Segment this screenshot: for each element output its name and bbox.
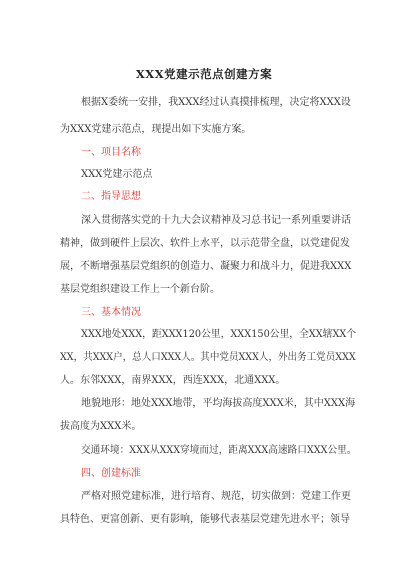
guiding-paragraph-line-3: 展，不断增强基层党组织的创造力、凝聚力和战斗力，促进我XXX [60,261,352,272]
guiding-paragraph-line-1: 深入贯彻落实党的十九大会议精神及习总书记一系列重要讲话 [81,215,351,226]
guiding-paragraph-line-4: 基层党组织建设工作上一个新台阶。 [60,284,220,295]
intro-paragraph-line-2: 为XXX党建示范点，现提出如下实施方案。 [60,124,252,135]
section-heading-creation-standard: 四、创建标准 [81,468,141,479]
terrain-paragraph-line-1: 地貌地形：地处XXX地带，平均海拔高度XXX米，其中XXX海 [81,398,356,409]
document-title: XXX党建示范点创建方案 [135,67,273,81]
standard-paragraph-line-1: 严格对照党建标准，进行培育、规范，切实做到：党建工作更 [81,491,351,502]
basic-paragraph-line-3: 人。东邻XXX，南界XXX，西连XXX，北通XXX。 [60,375,286,386]
traffic-paragraph: 交通环境：XXX从XXX穿境而过，距离XXX高速路口XXX公里。 [81,445,357,456]
section-heading-guiding-ideology: 二、指导思想 [81,191,141,202]
section-heading-project-name: 一、项目名称 [81,147,141,158]
intro-paragraph-line-1: 根据X委统一安排，我XXX经过认真摸排梳理，决定将XXX设 [81,97,351,108]
guiding-paragraph-line-2: 精神，做到硬件上层次、软件上水平，以示范带全盘，以党建促发 [60,238,350,249]
basic-paragraph-line-2: XX，共XXX户，总人口XXX人。其中党员XXX人，外出务工党员XXX [60,352,356,363]
section-heading-basic-situation: 三、基本情况 [81,307,141,318]
terrain-paragraph-line-2: 拔高度为XXX米。 [60,421,142,432]
basic-paragraph-line-1: XXX地处XXX，距XXX120公里，XXX150公里，全XX辖XX个 [81,329,357,340]
project-name-text: XXX党建示范点 [81,169,153,180]
standard-paragraph-line-2: 具特色、更富创新、更有影响，能够代表基层党建先进水平；领导 [60,514,350,525]
